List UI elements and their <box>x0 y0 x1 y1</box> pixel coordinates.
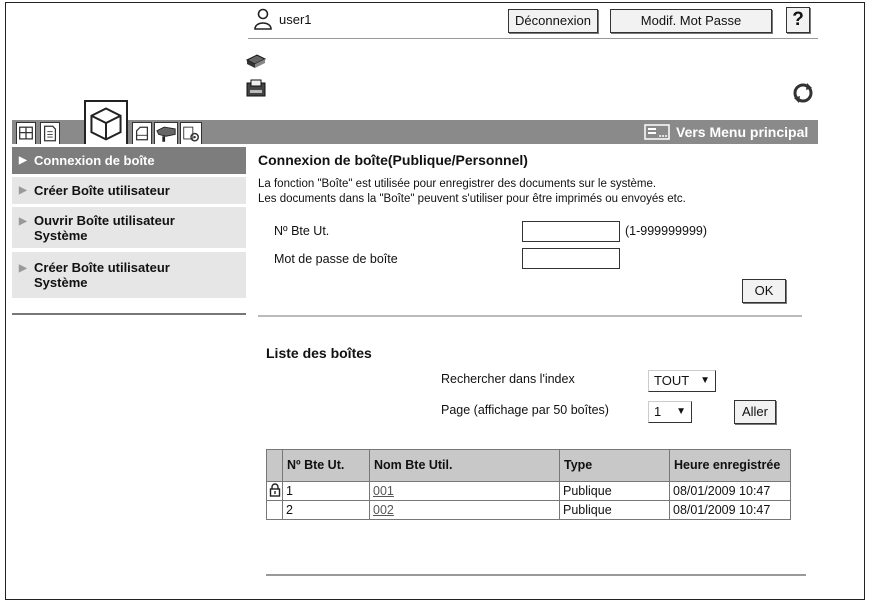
box-number-label: Nº Bte Ut. <box>274 224 330 238</box>
page-select[interactable] <box>648 401 692 423</box>
column-header-number: Nº Bte Ut. <box>283 450 370 482</box>
box-number-range: (1-999999999) <box>625 224 708 238</box>
user-name: user1 <box>279 12 312 27</box>
sidebar-item-label: Créer Boîte utilisateur <box>34 183 170 198</box>
table-header-row <box>267 450 791 482</box>
arrow-right-icon: ▶ <box>19 184 27 196</box>
lock-cell <box>267 501 283 520</box>
help-button[interactable]: ? <box>786 7 810 33</box>
column-header-lock <box>267 450 283 482</box>
column-header-name: Nom Bte Util. <box>370 450 560 482</box>
box-name-link[interactable]: 002 <box>373 503 394 517</box>
scanner-icon <box>245 52 267 72</box>
arrow-right-icon: ▶ <box>19 216 27 227</box>
header-divider <box>248 38 818 39</box>
sidebar-item-box-login[interactable] <box>12 147 246 174</box>
page-select-value: 1 <box>654 404 662 419</box>
description-line-2: Les documents dans la "Boîte" peuvent s'utiliser pour être imprimés ou envoyés etc. <box>258 193 686 205</box>
refresh-icon[interactable] <box>792 82 814 104</box>
sidebar-item-create-user-box[interactable] <box>12 177 246 204</box>
lock-icon <box>269 486 281 500</box>
arrow-right-icon: ▶ <box>19 154 27 166</box>
sidebar-item-label: Créer Boîte utilisateur <box>34 260 170 275</box>
box-number-cell: 2 <box>283 501 370 520</box>
table-row <box>267 482 791 501</box>
box-password-input[interactable] <box>522 248 620 269</box>
main-menu-icon[interactable] <box>644 124 670 140</box>
arrow-right-icon: ▶ <box>19 263 27 274</box>
sidebar-item-open-system-box[interactable] <box>12 207 246 248</box>
box-time-cell: 08/01/2009 10:47 <box>670 482 791 501</box>
index-search-value: TOUT <box>654 373 690 388</box>
dropdown-caret-icon: ▼ <box>700 375 710 386</box>
page-select-label: Page (affichage par 50 boîtes) <box>441 403 609 417</box>
box-type-cell: Publique <box>560 482 670 501</box>
box-name-cell <box>370 482 560 501</box>
lock-cell <box>267 482 283 501</box>
box-type-cell: Publique <box>560 501 670 520</box>
column-header-time: Heure enregistrée <box>670 450 791 482</box>
page-title: Connexion de boîte(Publique/Personnel) <box>258 152 528 168</box>
box-number-input[interactable] <box>522 221 620 242</box>
column-header-type: Type <box>560 450 670 482</box>
table-row <box>267 501 791 520</box>
sidebar-item-label-line2: Système <box>34 227 88 243</box>
box-name-link[interactable]: 001 <box>373 484 394 498</box>
tab-job-icon[interactable] <box>40 122 60 144</box>
box-password-label: Mot de passe de boîte <box>274 252 398 266</box>
change-password-button[interactable]: Modif. Mot Passe <box>610 9 772 33</box>
sidebar-item-label-line2: Système <box>34 275 88 290</box>
printer-icon <box>245 78 267 98</box>
logout-button[interactable]: Déconnexion <box>508 9 598 33</box>
footer-divider <box>266 574 806 576</box>
tab-favorite-setting-icon[interactable] <box>180 122 202 144</box>
sidebar-item-create-system-box[interactable] <box>12 252 246 298</box>
main-menu-link[interactable]: Vers Menu principal <box>676 124 809 140</box>
sidebar-divider <box>12 313 246 315</box>
tab-print-icon[interactable] <box>132 122 152 144</box>
tab-system-icon[interactable] <box>16 122 36 144</box>
box-name-cell <box>370 501 560 520</box>
box-list-title: Liste des boîtes <box>266 345 372 361</box>
section-divider <box>258 315 802 317</box>
box-list-table <box>266 449 791 520</box>
sidebar-item-label: Connexion de boîte <box>34 153 155 168</box>
dropdown-caret-icon: ▼ <box>676 406 686 417</box>
go-button[interactable]: Aller <box>734 400 776 424</box>
description-line-1: La fonction "Boîte" est utilisée pour enregistrer des documents sur le système. <box>258 178 657 190</box>
user-icon <box>253 8 273 30</box>
ok-button[interactable]: OK <box>742 279 786 303</box>
index-search-select[interactable] <box>648 370 716 392</box>
box-number-cell: 1 <box>283 482 370 501</box>
sidebar-item-label: Ouvrir Boîte utilisateur <box>34 212 175 228</box>
tab-box-icon[interactable] <box>84 100 128 144</box>
box-time-cell: 08/01/2009 10:47 <box>670 501 791 520</box>
tab-store-address-icon[interactable] <box>154 122 178 144</box>
index-search-label: Rechercher dans l'index <box>441 372 575 386</box>
